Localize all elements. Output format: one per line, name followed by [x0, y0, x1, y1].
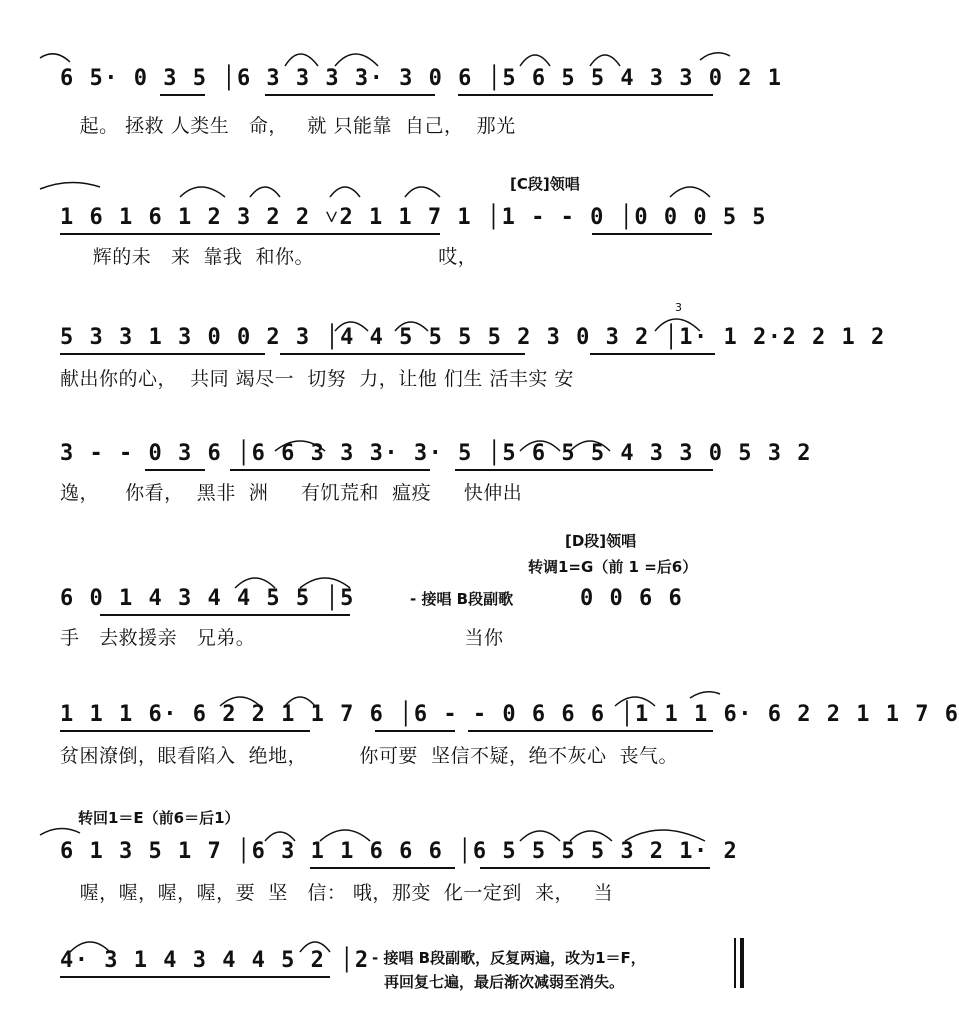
- underline: [310, 867, 455, 869]
- instruction-text: - 接唱 B段副歌: [410, 590, 514, 608]
- lyric-line: 喔，喔，喔，喔，要 坚 信： 哦，那变 化一定到 来， 当: [60, 882, 614, 904]
- final-barline: [740, 938, 744, 988]
- underline: [60, 233, 440, 235]
- instruction-text: - 接唱 B段副歌，反复两遍，改为1＝F，: [372, 949, 646, 967]
- notation-line: 6 5· 0 3 5 │6 3 3 3 3· 3 0 6 │5 6 5 5 4 3 3 0 2 1: [60, 66, 783, 91]
- slur-marks: [0, 173, 772, 203]
- underline: [468, 730, 713, 732]
- lyric-line: 逸， 你看， 黑非 洲 有饥荒和 瘟疫 快伸出: [60, 482, 523, 504]
- key-change-label: 转回1＝E（前6＝后1）: [78, 809, 240, 827]
- lyric-line: 献出你的心， 共同 竭尽一 切努 力，让他 们生 活丰实 安: [60, 368, 574, 390]
- underline: [375, 730, 455, 732]
- svg-text:3: 3: [675, 301, 682, 314]
- underline: [60, 730, 310, 732]
- lyric-line: 辉的未 来 靠我 和你。 哎，: [60, 246, 478, 268]
- key-change-label: 转调1=G（前 1 =后6）: [528, 558, 698, 576]
- underline: [280, 353, 525, 355]
- underline: [455, 469, 713, 471]
- notation-line: 1 1 1 6· 6 2 2 1 1 7 6 │6 - - 0 6 6 6 │1 1 1 6· 6 2 2 1 1 7 6: [60, 702, 959, 727]
- underline: [60, 976, 330, 978]
- underline: [265, 94, 435, 96]
- underline: [592, 233, 712, 235]
- lyric-line: 手 去救援亲 兄弟。 当你: [60, 627, 504, 649]
- notation-line: 4· 3 1 4 3 4 4 5 2 │2: [60, 948, 370, 973]
- underline: [160, 94, 205, 96]
- notation-line: 3 - - 0 3 6 │6 6 3 3 3· 3· 5 │5 6 5 5 4 3 3 0 5 3 2: [60, 441, 813, 466]
- section-label: [D段]领唱: [565, 532, 637, 550]
- instruction-text: 再回复七遍，最后渐次减弱至消失。: [384, 973, 625, 991]
- underline: [100, 614, 350, 616]
- underline: [145, 469, 205, 471]
- lyric-line: 起。 拯救 人类生 命， 就 只能靠 自己， 那光: [60, 115, 516, 137]
- notation-line: 5 3 3 1 3 0 0 2 3 │4 4 5 5 5 5 2 3 0 3 2 │1· 1 2·2 2 1 2: [60, 325, 886, 350]
- underline: [60, 353, 265, 355]
- final-barline: [734, 938, 736, 988]
- notation-line: 6 0 1 4 3 4 4 5 5 │5: [60, 586, 355, 611]
- tail-notation: 0 0 6 6: [580, 586, 684, 611]
- notation-line: 6 1 3 5 1 7 │6 3 1 1 6 6 6 │6 5 5 5 5 3 2 1· 2: [60, 839, 739, 864]
- notation-line: 1 6 1 6 1 2 3 2 2 ˅2 1 1 7 1 │1 - - 0 │0 0 0 5 5: [60, 205, 768, 230]
- underline: [590, 353, 715, 355]
- lyric-line: 贫困潦倒，眼看陷入 绝地， 你可要 坚信不疑，绝不灰心 丧气。: [60, 745, 679, 767]
- underline: [458, 94, 713, 96]
- section-label: [C段]领唱: [510, 175, 580, 193]
- underline: [480, 867, 710, 869]
- underline: [230, 469, 430, 471]
